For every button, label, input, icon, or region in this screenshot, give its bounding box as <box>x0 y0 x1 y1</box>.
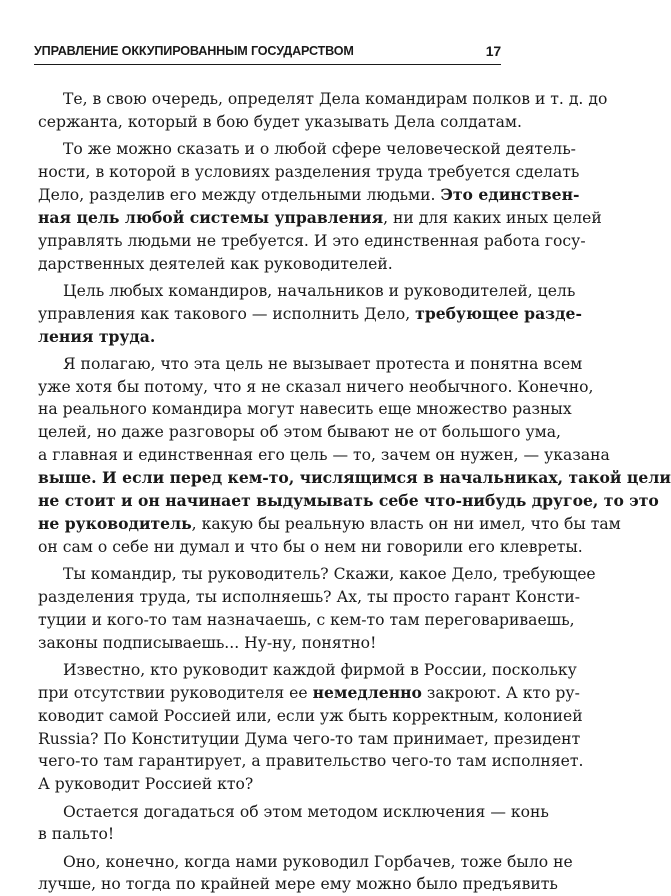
running-header-title: УПРАВЛЕНИЕ ОККУПИРОВАННЫМ ГОСУДАРСТВОМ <box>34 44 354 58</box>
bold-text-run: ления труда. <box>38 326 156 346</box>
text-line <box>38 490 659 513</box>
text-run: он сам о себе ни думал и что бы о нем ни говорили его клевреты. <box>38 537 583 556</box>
text-line <box>38 467 671 490</box>
text-line <box>38 230 586 253</box>
text-line <box>38 873 558 896</box>
text-line <box>38 444 610 467</box>
text-line <box>38 705 583 728</box>
text-run: чего-то там гарантирует, а правительство чего-то там исполняет. <box>38 752 584 771</box>
text-line <box>38 563 596 586</box>
text-line <box>38 376 594 399</box>
text-run: разделения труда, ты исполняешь? Ах, ты просто гарант Консти- <box>38 587 581 606</box>
text-run: А руководит Россией кто? <box>38 775 254 794</box>
bold-text-run: ная цель любой системы управления <box>38 207 384 227</box>
header-rule <box>34 64 501 65</box>
bold-text-run: не руководитель <box>38 513 192 533</box>
paragraph <box>38 851 573 896</box>
text-line <box>38 353 583 376</box>
text-line <box>38 682 580 705</box>
text-line <box>38 398 572 421</box>
text-line <box>38 609 575 632</box>
text-line <box>38 823 500 846</box>
paragraph <box>38 563 596 655</box>
text-line <box>38 586 581 609</box>
page-number: 17 <box>485 43 501 59</box>
text-line <box>38 207 602 230</box>
bold-text-run: требующее разде- <box>415 303 582 323</box>
text-run: лучше, но тогда по крайней мере ему можно было предъявить <box>38 875 558 894</box>
text-run: Цель любых командиров, начальников и руководителей, цель <box>63 281 576 300</box>
bold-text-run: Это единствен- <box>440 184 580 204</box>
bold-text-run: немедленно <box>312 682 422 702</box>
text-line <box>38 421 562 444</box>
text-run: при отсутствии руководителя ее <box>38 683 313 702</box>
text-run: , какую бы реальную власть он ни имел, что бы там <box>191 514 621 533</box>
paragraph <box>38 659 584 796</box>
text-run: Оно, конечно, когда нами руководил Горбачев, тоже было не <box>63 852 573 871</box>
text-line <box>38 88 608 111</box>
text-run: Russia? По Конституции Дума чего-то там принимает, президент <box>38 729 581 748</box>
text-line <box>38 326 500 349</box>
text-line <box>38 280 576 303</box>
text-line <box>38 728 581 751</box>
text-run: Ты командир, ты руководитель? Скажи, какое Дело, требующее <box>63 565 596 583</box>
paragraph <box>38 138 602 275</box>
text-line <box>38 773 500 796</box>
text-line <box>38 253 500 276</box>
text-run: на реального командира могут навесить еще множество разных <box>38 400 572 419</box>
text-run: Известно, кто руководит каждой фирмой в России, поскольку <box>63 660 577 679</box>
paragraph <box>38 353 671 559</box>
paragraph <box>38 88 608 134</box>
body-text <box>38 88 671 896</box>
text-line <box>38 184 580 207</box>
text-line <box>38 161 580 184</box>
text-run: управлять людьми не требуется. И это единственная работа госу- <box>38 231 586 250</box>
text-run: закроют. А кто ру- <box>421 683 580 702</box>
text-run: сержанта, который в бою будет указывать Дела солдатам. <box>38 112 523 131</box>
text-run: а главная и единственная его цель — то, зачем он нужен, — указана <box>38 446 610 465</box>
text-run: Дело, разделив его между отдельными людьми. <box>38 185 441 204</box>
bold-text-run: не стоит и он начинает выдумывать себе что-нибудь другое, то это <box>38 491 659 511</box>
text-run: Я полагаю, что эта цель не вызывает протеста и понятна всем <box>63 354 583 373</box>
running-header <box>34 44 501 66</box>
text-run: , ни для каких иных целей <box>383 208 602 227</box>
text-run: ководит самой Россией или, если уж быть корректным, колонией <box>38 706 583 725</box>
text-line <box>38 750 584 773</box>
text-run: дарственных деятелей как руководителей. <box>38 254 393 273</box>
text-run: Те, в свою очередь, определят Дела командирам полков и т. д. до <box>63 90 608 108</box>
text-line <box>38 536 583 559</box>
paragraph <box>38 280 582 349</box>
text-run: туции и кого-то там назначаешь, с кем-то там переговариваешь, <box>38 610 575 629</box>
text-run: в пальто! <box>38 825 115 844</box>
text-run: управления как такового — исполнить Дело, <box>38 304 416 323</box>
text-line <box>38 111 523 134</box>
text-run: целей, но даже разговоры об этом бывают не от большого ума, <box>38 423 562 442</box>
text-run: законы подписываешь... Ну-ну, понятно! <box>38 633 377 652</box>
text-line <box>38 659 577 682</box>
text-line <box>38 513 621 536</box>
text-run: уже хотя бы потому, что я не сказал ничего необычного. Конечно, <box>38 377 594 396</box>
paragraph <box>38 801 549 847</box>
bold-text-run: выше. И если перед кем-то, числящимся в начальниках, такой цели <box>38 468 671 488</box>
text-run: Остается догадаться об этом методом исключения — конь <box>63 802 549 821</box>
text-run: То же можно сказать и о любой сфере человеческой деятель- <box>63 140 576 159</box>
text-line <box>38 851 573 874</box>
text-line <box>38 801 549 824</box>
text-line <box>38 303 582 326</box>
text-run: ности, в которой в условиях разделения труда требуется сделать <box>38 162 580 181</box>
text-line <box>38 138 576 161</box>
text-line <box>38 632 500 655</box>
